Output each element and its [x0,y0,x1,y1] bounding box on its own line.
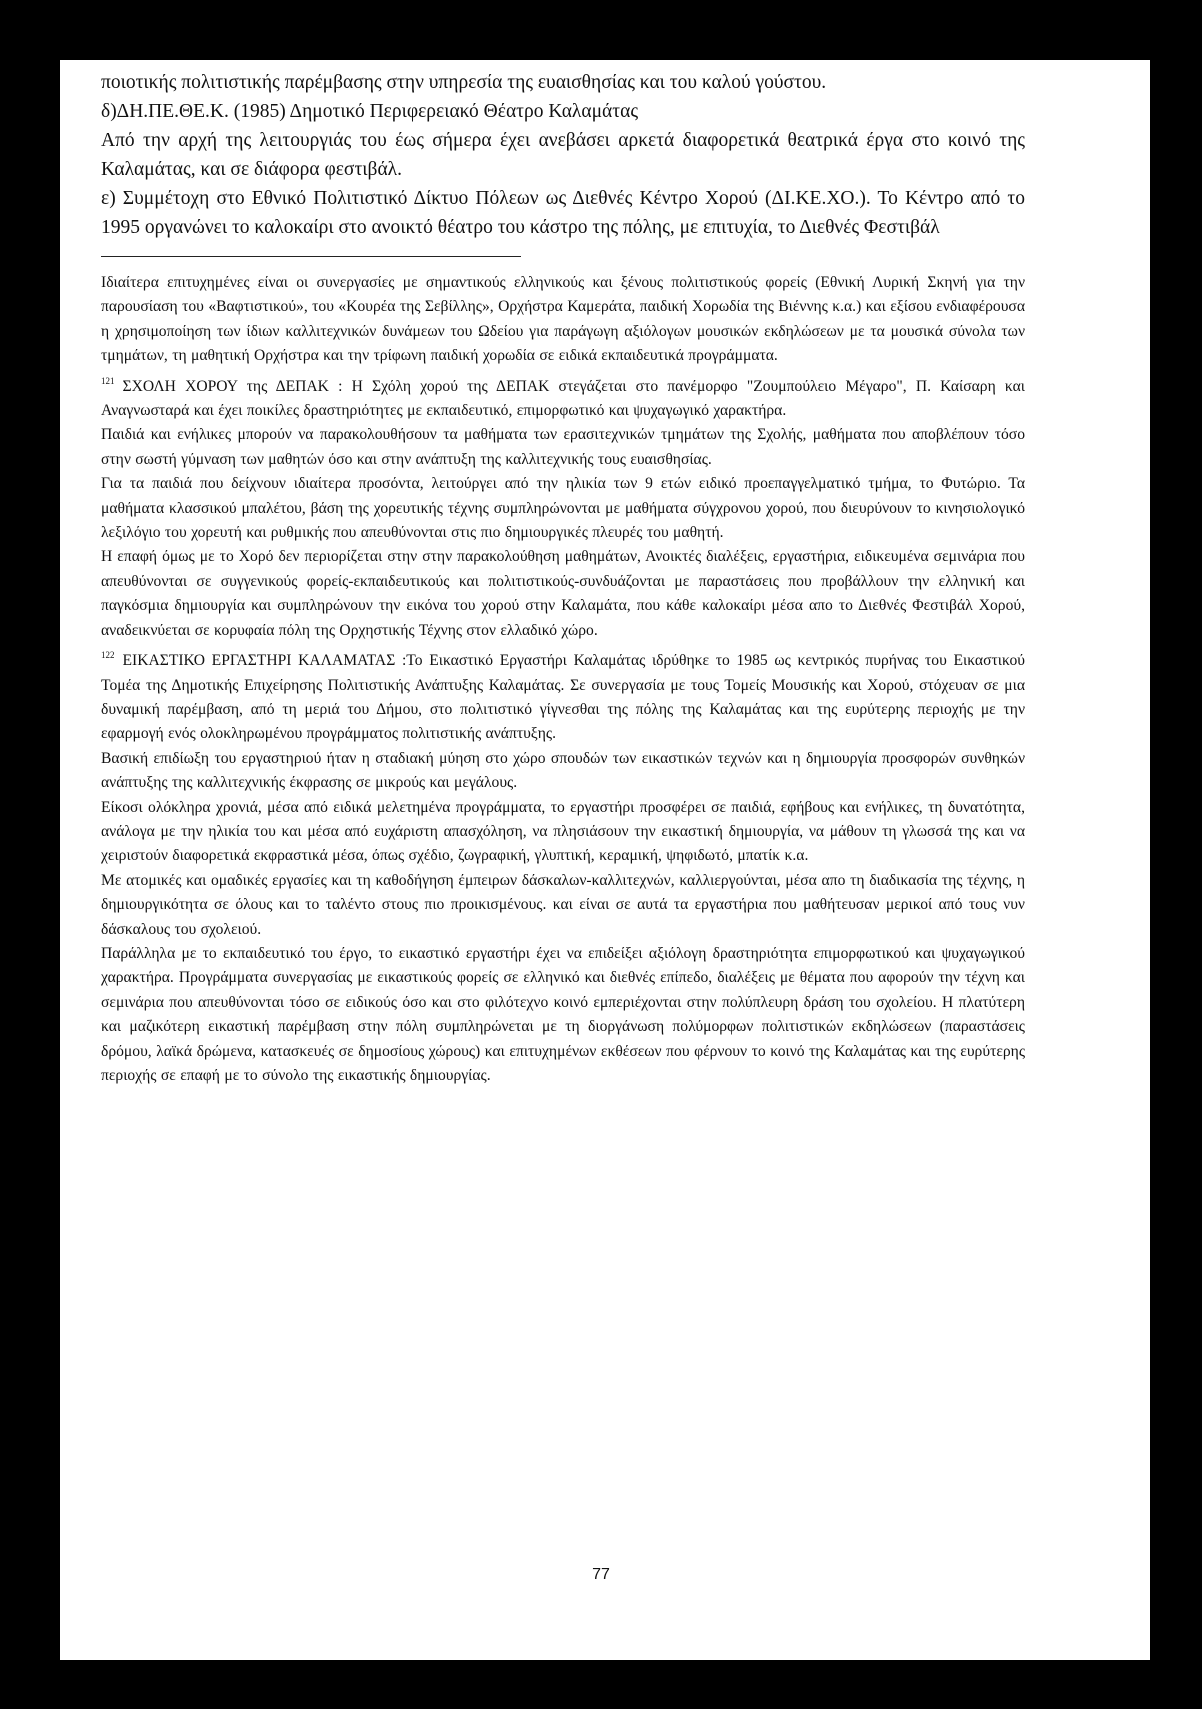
paragraph-dikexo: ε) Συμμέτοχη στο Εθνικό Πολιτιστικό Δίκτυο Πόλεων ως Διεθνές Κέντρο Χορού (ΔΙ.ΚΕ.ΧΟ.). Το Κέντρο από το 1995 οργανώνει το καλοκαίρι στο ανοικτό θέατρο του κάστρο της πόλης, με επιτυχία, το Διεθνές Φεστιβάλ [101,188,1025,238]
footnotes [101,271,1025,1088]
main-text [101,68,1025,242]
footnote-text: Η επαφή όμως με το Χορό δεν περιορίζεται στην στην παρακολούθηση μαθημάτων, Ανοικτές διαλέξεις, εργαστήρια, ειδικευμένα σεμινάρια που απευθύνονται σε συγγενικούς φορείς-εκπαιδευτικούς και πολιτιστικούς-συνδυάζονται με παραστάσεις που προβάλλουν την ελληνική και παγκόσμια δημιουργία και συμπληρώνουν την εικόνα του χορού στην Καλαμάτα, που κάθε καλοκαίρι μέσα απο το Διεθνές Φεστιβάλ Χορού, αναδεικνύεται σε κορυφαία πόλη της Ορχηστικής Τέχνης στον ελλαδικό χώρο. [101,548,1025,639]
footnote-text: Είκοσι ολόκληρα χρονιά, μέσα από ειδικά μελετημένα προγράμματα, το εργαστήρι προσφέρει σε παιδιά, εφήβους και ενήλικες, τη δυνατότητα, ανάλογα με την ηλικία του και μέσα από ευχάριστη απασχόληση, να πλησιάσουν την εικαστική δημιουργία, να μάθουν τη γλωσσά της και να χειριστούν διαφορετικά εκφραστικά μέσα, όπως σχέδιο, ζωγραφική, γλυπτική, κεραμική, ψηφιδωτό, μπατίκ κ.α. [101,798,1025,865]
footnote-text: Για τα παιδιά που δείχνουν ιδιαίτερα προσόντα, λειτούργει από την ηλικία των 9 ετών ειδικό προεπαγγελματικό τμήμα, το Φυτώριο. Τα μαθήματα κλασσικού μπαλέτου, βάση της χορευτικής τέχνης συμπληρώνονται με μαθήματα σύγχρονου χορού, που διευρύνουν το κινησιολογικό λεξιλόγιο του χορευτή και ρυθμικής που απευθύνονται στις πιο δημιουργικές πλευρές του μαθητή. [101,475,1025,542]
footnote-text: Βασική επιδίωξη του εργαστηριού ήταν η σταδιακή μύηση στο χώρο σπουδών των εικαστικών τεχνών και η δημιουργία προσφορών συνθηκών ανάπτυξης της καλλιτεχνικής έκφρασης σε μικρούς και μεγάλους. [101,749,1025,792]
footnote-121 [101,369,1025,424]
footnote-separator [101,256,521,257]
footnote-122 [101,643,1025,747]
footnote-marker: 121 [101,375,115,386]
paragraph-dipethek-heading: δ)ΔΗ.ΠΕ.ΘΕ.Κ. (1985) Δημοτικό Περιφερειακό Θέατρο Καλαμάτας [101,101,639,122]
document-content [101,68,1025,1088]
footnote-text: ΣΧΟΛΗ ΧΟΡΟΥ της ΔΕΠΑΚ : Η Σχόλη χορού της ΔΕΠΑΚ στεγάζεται στο πανέμορφο "Ζουμπούλειο Μέγαρο", Π. Καίσαρη και Αναγνωσταρά και έχει ποικίλες δραστηριότητες με εκπαιδευτικό, επιμορφωτικό και ψυχαγωγικό χαρακτήρα. [101,377,1025,420]
footnote-text: Με ατομικές και ομαδικές εργασίες και τη καθοδήγηση έμπειρων δάσκαλων-καλλιτεχνών, καλλιεργούνται, μέσα απο τη διαδικασία της τέχνης, η δημιουργικότητα σε όλους και το ταλέντο στους πιο προικισμένους. και είναι σε αυτά τα εργαστήρια που μαθήτευσαν μερικοί από τους νυν δάσκαλους του σχολειού. [101,871,1025,938]
page-number: 77 [592,1566,610,1583]
paragraph-dipethek-body: Από την αρχή της λειτουργιάς του έως σήμερα έχει ανεβάσει αρκετά διαφορετικά θεατρικά έργα στο κοινό της Καλαμάτας, και σε διάφορα φεστιβάλ. [101,130,1025,180]
footnote-text: ΕΙΚΑΣΤΙΚΟ ΕΡΓΑΣΤΗΡΙ ΚΑΛΑΜΑΤΑΣ :Το Εικαστικό Εργαστήρι Καλαμάτας ιδρύθηκε το 1985 ως κεντρικός πυρήνας του Εικαστικού Τομέα της Δημοτικής Επιχείρησης Πολιτιστικής Ανάπτυξης Καλαμάτας. Σε συνεργασία με τους Τομείς Μουσικής και Χορού, στόχευαν σε μια δυναμική παρέμβαση, από τη μεριά του Δήμου, στο πολιτιστικό γίγνεσθαι της πόλης της Καλαμάτας και της ευρύτερης περιοχής με την εφαρμογή ενός ολοκληρωμένου προγράμματος πολιτιστικής ανάπτυξης. [101,652,1025,743]
footnote-text: Ιδιαίτερα επιτυχημένες είναι οι συνεργασίες με σημαντικούς ελληνικούς και ξένους πολιτιστικούς φορείς (Εθνική Λυρική Σκηνή για την παρουσίαση του «Βαφτιστικού», του «Κουρέα της Σεβίλλης», Ορχήστρα Καμεράτα, παιδική Χορωδία της Βιέννης κ.α.) και εξίσου ενδιαφέρουσα η χρησιμοποίηση των ίδιων καλλιτεχνικών δυνάμεων του Ωδείου για παράγωγη αξιόλογων μουσικών εκδηλώσεων με τα μουσικά σύνολα των τμημάτων, τη μαθητική Ορχήστρα και την τρίφωνη παιδική χορωδία σε ειδικά εκπαιδευτικά προγράμματα. [101,274,1025,365]
footnote-marker: 122 [101,650,115,661]
footnote-text: Παιδιά και ενήλικες μπορούν να παρακολουθήσουν τα μαθήματα των ερασιτεχνικών τμημάτων της Σχολής, μαθήματα που αποβλέπουν τόσο στην σωστή γύμναση των μαθητών όσο και στην ανάπτυξη της καλλιτεχνικής τους ευαισθησίας. [101,426,1025,468]
footnote-text: Παράλληλα με το εκπαιδευτικό του έργο, το εικαστικό εργαστήρι έχει να επιδείξει αξιόλογη δραστηριότητα επιμορφωτικού και ψυχαγωγικού χαρακτήρα. Προγράμματα συνεργασίας με εικαστικούς φορείς σε ελληνικό και διεθνές επίπεδο, διαλέξεις με θέματα που αφορούν την τέχνη και σεμινάρια που απευθύνονται τόσο σε ειδικούς όσο και στο φιλότεχνο κοινό εμπεριέχονται στην πολύπλευρη δράση του σχολείου. Η πλατύτερη και μαζικότερη εικαστική παρέμβαση στην πόλη συμπληρώνεται με τη διοργάνωση πολύμορφων πολιτιστικών εκδηλώσεων (παραστάσεις δρόμου, λαϊκά δρώμενα, κατασκευές σε δημοσίους χώρους) και επιτυχημένων εκθέσεων που φέρνουν το κοινό της Καλαμάτας και της ευρύτερης περιοχής σε επαφή με το σύνολο της εικαστικής δημιουργίας. [101,944,1025,1084]
paragraph-continuation: ποιοτικής πολιτιστικής παρέμβασης στην υπηρεσία της ευαισθησίας και του καλού γούστου. [101,72,827,93]
